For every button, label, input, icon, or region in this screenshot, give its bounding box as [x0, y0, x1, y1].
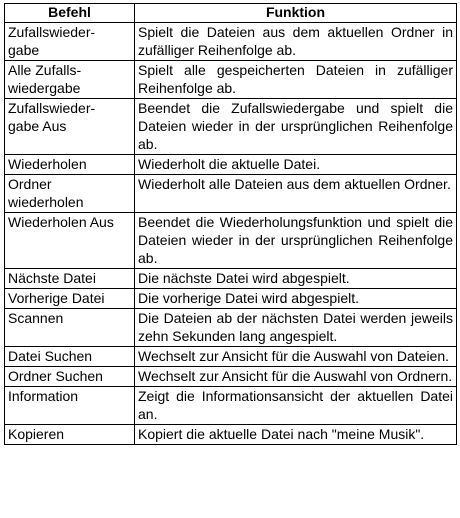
table-row	[5, 213, 457, 269]
table-row	[5, 347, 457, 367]
command-cell	[5, 387, 135, 425]
function-description: Wechselt zur Ansicht für die Auswahl von Ordnern.	[138, 368, 453, 384]
function-cell	[135, 155, 457, 175]
table-row	[5, 23, 457, 61]
function-cell	[135, 269, 457, 289]
command-label: Wiederholen Aus	[8, 214, 114, 230]
command-label: Zufallswieder- gabe	[8, 24, 96, 58]
command-label: Kopieren	[8, 426, 65, 442]
table-row	[5, 175, 457, 213]
function-description: Spielt alle gespeicherten Dateien in zufälliger Reihenfolge ab.	[138, 62, 453, 96]
function-description: Kopiert die aktuelle Datei nach "meine Musik".	[138, 426, 425, 442]
function-cell	[135, 23, 457, 61]
function-description: Die Dateien ab der nächsten Datei werden jeweils zehn Sekunden lang angespielt.	[138, 310, 453, 344]
function-cell	[135, 289, 457, 309]
command-cell	[5, 289, 135, 309]
function-cell	[135, 387, 457, 425]
command-label: Scannen	[8, 310, 64, 326]
table-row	[5, 289, 457, 309]
command-cell	[5, 347, 135, 367]
function-description: Spielt die Dateien aus dem aktuellen Ordner in zufälliger Reihenfolge ab.	[138, 24, 453, 58]
function-cell	[135, 175, 457, 213]
table-row	[5, 269, 457, 289]
command-label: Vorherige Datei	[8, 290, 105, 306]
command-cell	[5, 175, 135, 213]
table-row	[5, 425, 457, 445]
command-table-container	[4, 3, 457, 445]
command-cell	[5, 155, 135, 175]
command-cell	[5, 309, 135, 347]
function-cell	[135, 213, 457, 269]
function-cell	[135, 425, 457, 445]
voice-command-table	[4, 3, 457, 445]
table-row	[5, 61, 457, 99]
command-label: Zufallswieder- gabe Aus	[8, 100, 96, 134]
table-row	[5, 155, 457, 175]
function-description: Beendet die Zufallswiedergabe und spielt die Dateien wieder in der ursprünglichen Reihenfolge ab.	[138, 100, 453, 152]
function-cell	[135, 99, 457, 155]
command-cell	[5, 99, 135, 155]
function-description: Wiederholt alle Dateien aus dem aktuellen Ordner.	[138, 176, 451, 192]
table-header-row	[5, 4, 457, 23]
command-label: Alle Zufalls- wiedergabe	[8, 62, 82, 96]
function-description: Wechselt zur Ansicht für die Auswahl von Dateien.	[138, 348, 450, 364]
header-function: Funktion	[135, 4, 457, 23]
function-cell	[135, 61, 457, 99]
function-description: Die vorherige Datei wird abgespielt.	[138, 290, 359, 306]
command-cell	[5, 367, 135, 387]
command-cell	[5, 425, 135, 445]
function-description: Die nächste Datei wird abgespielt.	[138, 270, 350, 286]
command-label: Datei Suchen	[8, 348, 93, 364]
command-label: Nächste Datei	[8, 270, 96, 286]
command-label: Ordner wiederholen	[8, 176, 84, 210]
table-row	[5, 367, 457, 387]
command-label: Wiederholen	[8, 156, 87, 172]
table-row	[5, 99, 457, 155]
function-cell	[135, 367, 457, 387]
command-label: Information	[8, 388, 79, 404]
function-cell	[135, 347, 457, 367]
function-description: Beendet die Wiederholungsfunktion und spielt die Dateien wieder in der ursprünglichen Reihenfolge ab.	[138, 214, 453, 266]
header-command: Befehl	[5, 4, 135, 23]
command-cell	[5, 23, 135, 61]
function-description: Zeigt die Informationsansicht der aktuellen Datei an.	[138, 388, 453, 422]
table-row	[5, 387, 457, 425]
command-cell	[5, 269, 135, 289]
command-cell	[5, 213, 135, 269]
function-cell	[135, 309, 457, 347]
command-cell	[5, 61, 135, 99]
function-description: Wiederholt die aktuelle Datei.	[138, 156, 321, 172]
table-row	[5, 309, 457, 347]
command-label: Ordner Suchen	[8, 368, 103, 384]
